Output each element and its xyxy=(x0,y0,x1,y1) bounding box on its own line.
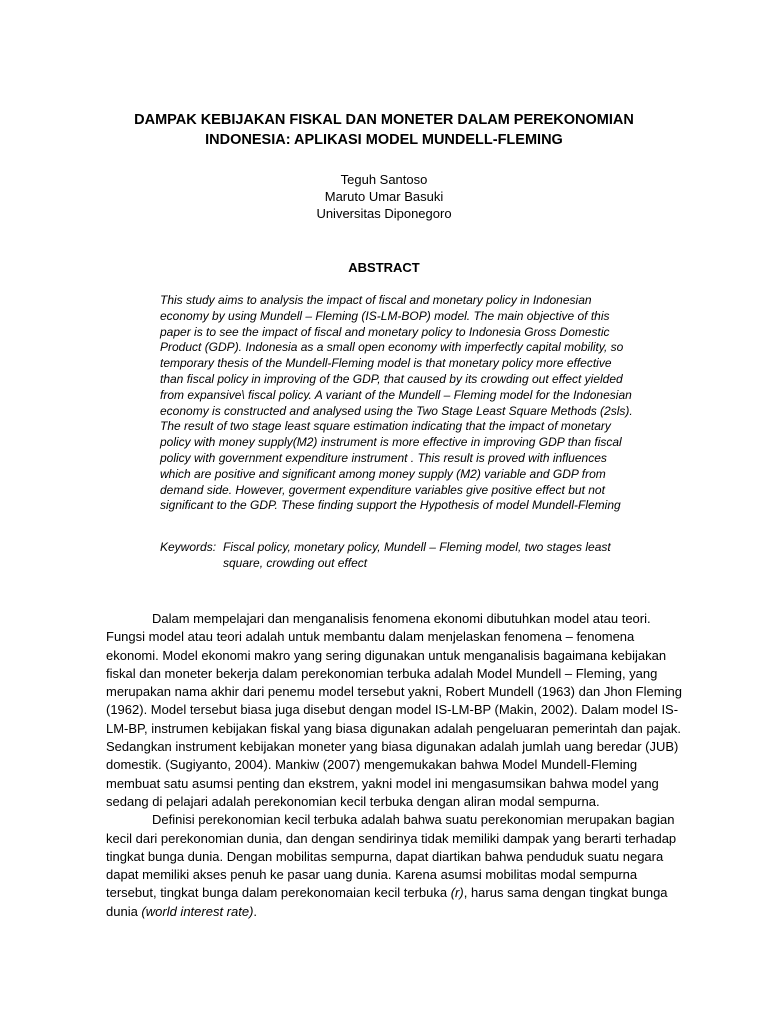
keywords-text-continued: square, crowding out effect xyxy=(223,555,368,570)
paragraph-line: Sedangkan instrument kebijakan moneter yang biasa digunakan adalah jumlah uang beredar (JUB) xyxy=(106,739,679,755)
keywords-label: Keywords: xyxy=(160,540,217,554)
author-affiliation: Universitas Diponegoro xyxy=(316,206,452,221)
paragraph-line: (1962). Model tersebut biasa juga disebut dengan model IS-LM-BP (Makin, 2002). Dalam model IS- xyxy=(106,702,679,718)
paragraph-line: fiskal dan moneter bekerja dalam perekonomian terbuka adalah Model Mundell – Fleming, yang xyxy=(106,665,658,681)
text-span: dunia xyxy=(106,903,142,919)
italic-term: (world interest rate) xyxy=(141,903,254,919)
text-span: , harus sama dengan tingkat bunga xyxy=(463,885,668,901)
paragraph-line: dapat memiliki akses penuh ke pasar uang dunia. Karena asumsi mobilitas modal sempurna xyxy=(106,867,638,883)
paragraph-line: Definisi perekonomian kecil terbuka adalah bahwa suatu perekonomian merupakan bagian xyxy=(152,812,675,828)
abstract-line: paper is to see the impact of fiscal and monetary policy to Indonesia Gross Domestic xyxy=(160,324,610,339)
abstract-line: The result of two stage least square estimation indicating that the impact of monetary xyxy=(160,419,611,434)
italic-symbol-r: (r) xyxy=(450,885,464,901)
body-text xyxy=(106,610,682,921)
keywords-text: Fiscal policy, monetary policy, Mundell – Fleming model, two stages least xyxy=(223,540,611,554)
paragraph-line xyxy=(106,903,666,921)
paragraph-line: domestik. (Sugiyanto, 2004). Mankiw (2007) mengemukakan bahwa Model Mundell-Fleming xyxy=(106,757,638,773)
abstract-line: economy by using Mundell – Fleming (IS-LM-BOP) model. The main objective of this xyxy=(160,308,610,323)
author-block xyxy=(0,171,768,222)
paragraph-line: LM-BP, instrumen kebijakan fiskal yang biasa digunakan adalah pengeluaran pemerintah dan pajak. xyxy=(106,720,682,736)
title-line-2: INDONESIA: APLIKASI MODEL MUNDELL-FLEMING xyxy=(205,132,563,148)
paper-title xyxy=(100,110,668,150)
paragraph-line: tingkat bunga dunia. Dengan mobilitas sempurna, dapat diartikan bahwa penduduk suatu negara xyxy=(106,848,664,864)
paragraph-line: Fungsi model atau teori adalah untuk membantu dalam menjelaskan fenomena – fenomena xyxy=(106,629,635,645)
paragraph-line: kecil dari perekonomian dunia, dan dengan sendirinya tidak memiliki dampak yang berarti terhadap xyxy=(106,830,677,846)
abstract-body xyxy=(160,293,633,514)
text-span: . xyxy=(253,903,258,919)
author-name-2: Maruto Umar Basuki xyxy=(324,189,444,204)
author-name-1: Teguh Santoso xyxy=(340,172,428,187)
abstract-line: Product (GDP). Indonesia as a small open economy with imperfectly capital mobility, so xyxy=(160,340,624,355)
paragraph-line: Dalam mempelajari dan menganalisis fenomena ekonomi dibutuhkan model atau teori. xyxy=(152,611,651,626)
abstract-line: significant to the GDP. These finding support the Hypothesis of model Mundell-Fleming xyxy=(160,498,621,513)
text-span: tersebut, tingkat bunga dalam perekonomaian kecil terbuka xyxy=(106,885,451,901)
paragraph-line: ekonomi. Model ekonomi makro yang sering digunakan untuk menganalisis bagaimana kebijakan xyxy=(106,647,667,663)
abstract-line: policy with government expenditure instrument . This result is proved with influences xyxy=(160,450,607,465)
abstract-line: temporary thesis of the Mundell-Fleming model is that monetary policy more effective xyxy=(160,356,612,371)
abstract-line: economy is constructed and analysed using the Two Stage Least Square Methods (2sls). xyxy=(160,403,633,418)
abstract-line: This study aims to analysis the impact of fiscal and monetary policy in Indonesian xyxy=(160,293,592,307)
abstract-line: policy with money supply(M2) instrument is more effective in improving GDP than fiscal xyxy=(160,435,622,450)
paragraph-line xyxy=(106,884,666,902)
abstract-heading: ABSTRACT xyxy=(348,260,420,275)
paragraph-line: merupakan nama akhir dari penemu model tersebut yakni, Robert Mundell (1963) dan Jhon Fleming xyxy=(106,684,682,700)
abstract-line: which are positive and significant among money supply (M2) variable and GDP from xyxy=(160,466,606,481)
keywords-block xyxy=(160,540,611,572)
paragraph-line: sedang di pelajari adalah perekonomian kecil terbuka dengan aliran modal sempurna. xyxy=(106,793,600,809)
title-line-1: DAMPAK KEBIJAKAN FISKAL DAN MONETER DALAM PEREKONOMIAN xyxy=(134,112,634,128)
abstract-line: from expansive\ fiscal policy. A variant of the Mundell – Fleming model for the Indonesian xyxy=(160,387,632,402)
abstract-line: demand side. However, goverment expenditure variables give positive effect but not xyxy=(160,482,605,497)
abstract-line: than fiscal policy in improving of the GDP, that caused by its crowding out effect yielded xyxy=(160,371,623,386)
paragraph-line: membuat satu asumsi penting dan ekstrem, yakni model ini mengasumsikan bahwa model yang xyxy=(106,775,659,791)
